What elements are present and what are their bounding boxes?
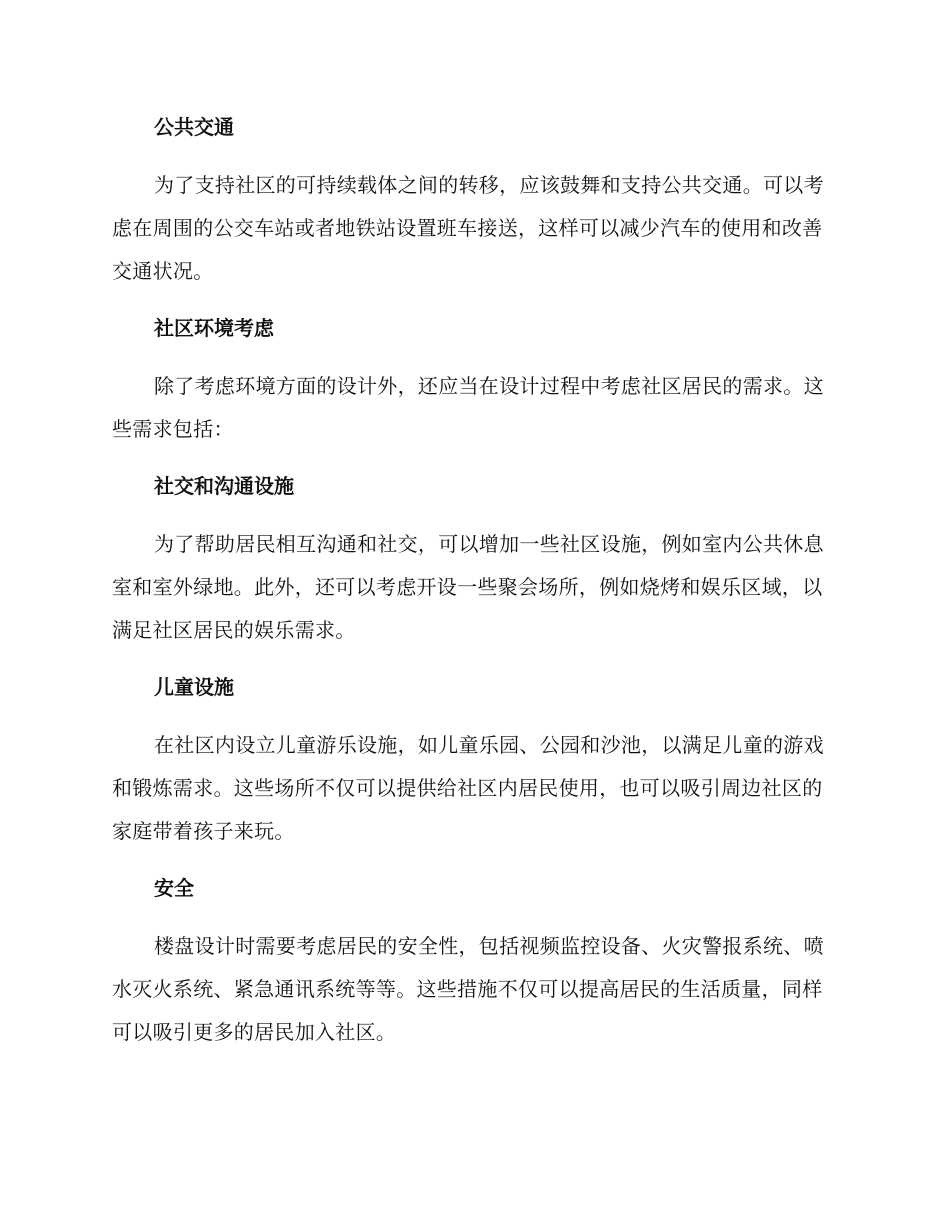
section-heading: 社交和沟通设施: [154, 474, 294, 498]
section-heading: 儿童设施: [154, 675, 234, 699]
document-body: [112, 110, 832, 1072]
section-community-environment: [112, 311, 832, 451]
section-social-facilities: [112, 469, 832, 652]
section-paragraph: 为了帮助居民相互沟通和社交，可以增加一些社区设施，例如室内公共休息室和室外绿地。此外，还可以考虑开设一些聚会场所，例如烧烤和娱乐区域，以满足社区居民的娱乐需求。: [112, 532, 824, 642]
section-children-facilities: [112, 670, 832, 853]
section-safety: [112, 871, 832, 1054]
section-heading: 公共交通: [154, 115, 234, 139]
section-paragraph: 楼盘设计时需要考虑居民的安全性，包括视频监控设备、火灾警报系统、喷水灭火系统、紧急通讯系统等等。这些措施不仅可以提高居民的生活质量，同样可以吸引更多的居民加入社区。: [112, 934, 824, 1044]
section-public-transport: [112, 110, 832, 293]
section-paragraph: 除了考虑环境方面的设计外，还应当在设计过程中考虑社区居民的需求。这些需求包括：: [112, 374, 824, 441]
section-paragraph: 在社区内设立儿童游乐设施，如儿童乐园、公园和沙池，以满足儿童的游戏和锻炼需求。这些场所不仅可以提供给社区内居民使用，也可以吸引周边社区的家庭带着孩子来玩。: [112, 733, 824, 843]
section-paragraph: 为了支持社区的可持续载体之间的转移，应该鼓舞和支持公共交通。可以考虑在周围的公交车站或者地铁站设置班车接送，这样可以减少汽车的使用和改善交通状况。: [112, 173, 824, 283]
section-heading: 社区环境考虑: [154, 316, 274, 340]
section-heading: 安全: [154, 876, 194, 900]
